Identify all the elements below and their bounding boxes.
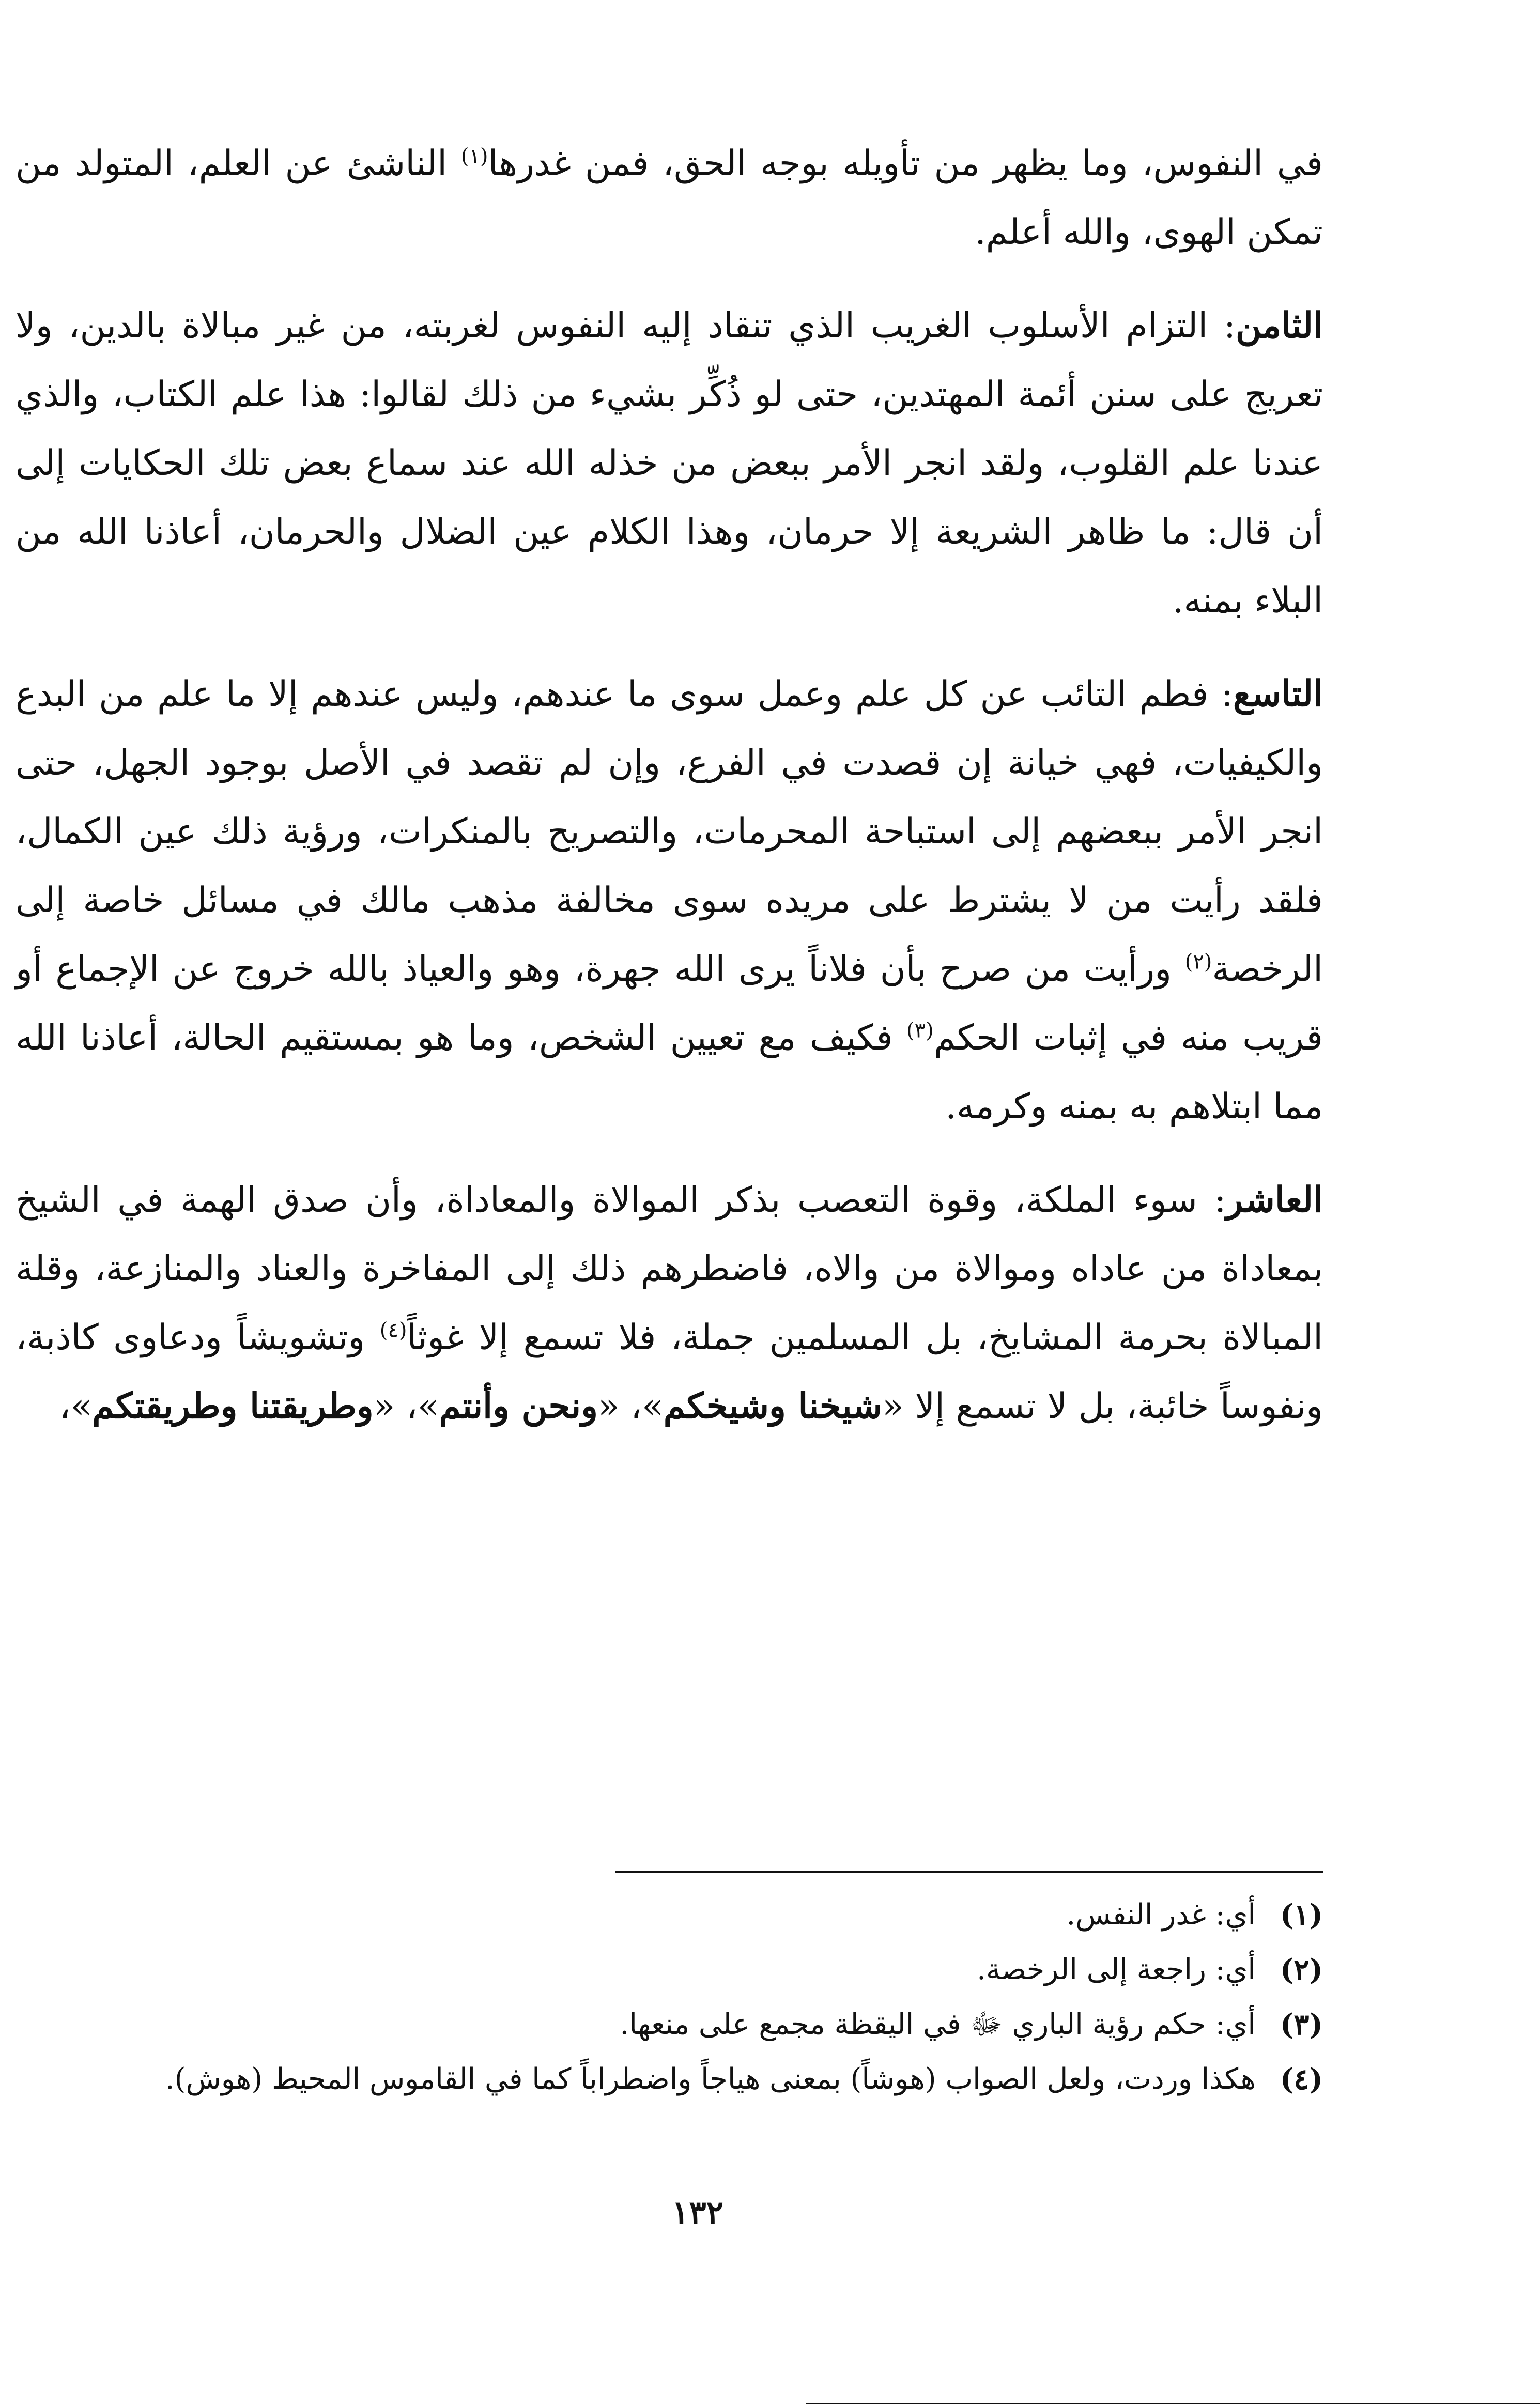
quote-separator-1: »، « <box>598 1386 664 1427</box>
footnote-text: أي: راجعة إلى الرخصة. <box>977 1953 1256 1986</box>
paragraph-4-lead: العاشر <box>1226 1179 1323 1221</box>
footnote-4 <box>16 2056 1323 2103</box>
footnote-number: (٢) <box>1280 1953 1323 1987</box>
main-text <box>16 129 1323 1465</box>
quote-separator-2: »، « <box>373 1386 439 1427</box>
paragraph-3-text-a: : فطم التائب عن كل علم وعمل سوى ما عندهم، وليس عندهم إلا ما علم من البدع والكيفيات، فهي خيانة إن قصدت في الفرع، وإن لم تقصد في الأصل بوجود الجهل، حتى انجر الأمر ببعضهم إلى استباحة المحرمات، والتصريح بالمنكرات، ورؤية ذلك عين الكمال، فلقد رأيت من لا يشترط على مريده سوى مخالفة مذهب مالك في مسائل خاصة إلى الرخصة <box>16 674 1323 990</box>
paragraph-4-text-b: وتشويشاً ودعاوى كاذبة، ونفوساً خائبة، بل لا تسمع إلا « <box>16 1317 1323 1427</box>
footnote-ref-2: (٢) <box>1184 950 1212 974</box>
bottom-edge-line <box>806 2403 1540 2404</box>
paragraph-2-lead: الثامن <box>1235 305 1323 346</box>
footnote-text: أي: غدر النفس. <box>1066 1898 1256 1932</box>
footnotes <box>16 1891 1323 2110</box>
footnote-1 <box>16 1891 1323 1939</box>
footnote-ref-4: (٤) <box>379 1318 407 1343</box>
phrase-nahnu: ونحن وأنتم <box>439 1385 598 1427</box>
phrase-shaykhuna: شيخنا وشيخكم <box>663 1385 883 1427</box>
paragraph-3-lead: التاسع <box>1233 673 1323 715</box>
footnote-number: (٣) <box>1280 2008 1323 2042</box>
paragraph-4-text-a: : سوء الملكة، وقوة التعصب بذكر الموالاة والمعاداة، وأن صدق الهمة في الشيخ بمعاداة من عاداه وموالاة من والاه، فاضطرهم ذلك إلى المفاخرة والعناد والمنازعة، وقلة المبالاة بحرمة المشايخ، بل المسلمين جملة، فلا تسمع إلا غوثاً <box>16 1180 1323 1358</box>
footnote-ref-1: (١) <box>460 144 488 168</box>
footnote-text: أي: حكم رؤية الباري ﷻ في اليقظة مجمع على منعها. <box>620 2008 1256 2041</box>
footnote-ref-3: (٣) <box>906 1019 934 1043</box>
footnote-2 <box>16 1946 1323 1994</box>
paragraph-2-text: : التزام الأسلوب الغريب الذي تنقاد إليه النفوس لغربته، من غير مبالاة بالدين، ولا تعريج على سنن أئمة المهتدين، حتى لو ذُكِّر بشيء من ذلك لقالوا: هذا علم الكتاب، والذي عندنا علم القلوب، ولقد انجر الأمر ببعض من خذله الله عند سماع بعض تلك الحكايات إلى أن قال: ما ظاهر الشريعة إلا حرمان، وهذا الكلام عين الضلال والحرمان، أعاذنا الله من البلاء بمنه. <box>16 305 1323 621</box>
paragraph-3 <box>16 660 1323 1141</box>
phrase-tariqatuna: وطريقتنا وطريقتكم <box>92 1385 374 1427</box>
paragraph-3-text-c: فكيف مع تعيين الشخص، وما هو بمستقيم الحالة، أعاذنا الله مما ابتلاهم به بمنه وكرمه. <box>16 1017 1323 1127</box>
quote-end: »، <box>59 1386 93 1427</box>
footnote-number: (١) <box>1280 1898 1323 1932</box>
footnote-3 <box>16 2001 1323 2048</box>
paragraph-1-text-a: في النفوس، وما يظهر من تأويله بوجه الحق، فمن غدرها <box>488 143 1323 184</box>
paragraph-1 <box>16 129 1323 267</box>
paragraph-4 <box>16 1166 1323 1441</box>
footnote-text: هكذا وردت، ولعل الصواب (هوشاً) بمعنى هياجاً واضطراباً كما في القاموس المحيط (هوش). <box>165 2062 1256 2096</box>
paragraph-1-text-b: الناشئ عن العلم، المتولد من تمكن الهوى، والله أعلم. <box>16 143 1323 253</box>
paragraph-3-text-b: ورأيت من صرح بأن فلاناً يرى الله جهرة، وهو والعياذ بالله خروج عن الإجماع أو قريب منه في إثبات الحكم <box>16 949 1323 1058</box>
footnote-divider <box>615 1871 1323 1873</box>
footnote-number: (٤) <box>1280 2062 1323 2096</box>
page-number: ١٣٢ <box>672 2194 723 2231</box>
paragraph-2 <box>16 291 1323 635</box>
